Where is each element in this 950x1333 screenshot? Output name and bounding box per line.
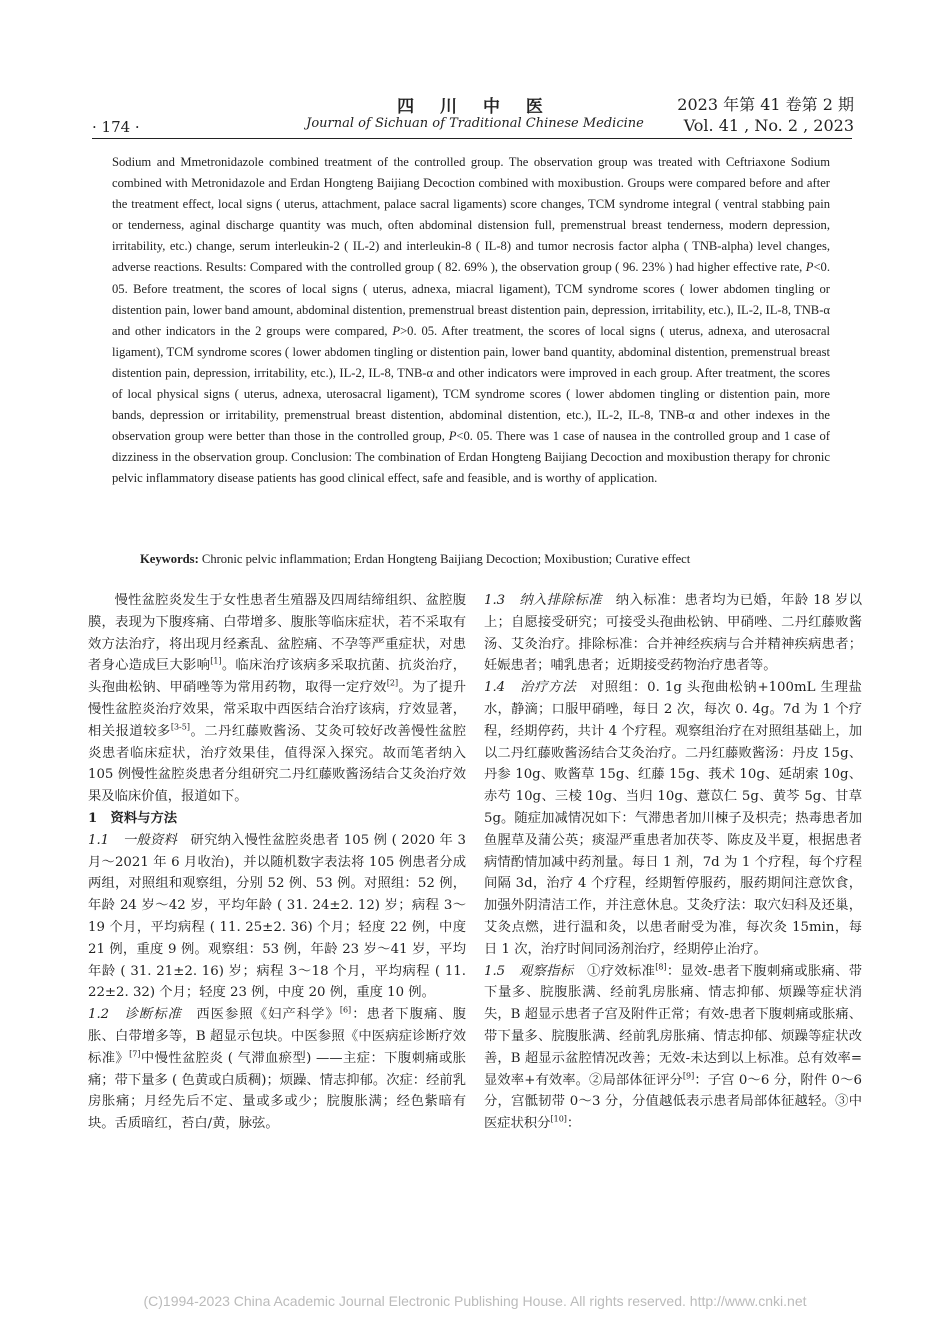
intro-paragraph — [88, 590, 466, 808]
intro-text: 慢性盆腔炎发生于女性患者生殖器及四周结缔组织、盆腔腹膜，表现为下腹疼痛、白带增多、腹胀等临床症状，若不采取有效方法治疗，将出现月经紊乱、盆腔痛、不孕等严重症状，对患者身心造成巨大影响 — [88, 593, 466, 674]
subsection-1-5 — [484, 961, 862, 1135]
subsection-heading: 1.5 观察指标 — [484, 963, 574, 979]
section-heading: 1 资料与方法 — [88, 810, 178, 826]
intro-text: 。为了提升慢性盆腔炎治疗效果，常采取中西医结合治疗该病，疗效显著，相关报道较多 — [88, 680, 467, 739]
subsection-text: ①疗效标准 — [573, 963, 656, 979]
subsection-heading: 1.4 治疗方法 — [484, 680, 577, 696]
left-column — [88, 590, 466, 1135]
subsection-1-2 — [88, 1004, 466, 1135]
subsection-text: ：显效-患者下腹刺痛或胀痛、带下量多、脘腹胀满、经前乳房胀痛、情志抑郁、烦躁等症状消失，B 超显示患者子宫及附件正常；有效-患者下腹刺痛或胀痛、带下量多、脘腹胀满、经前乳房胀痛、情志抑郁、烦躁等症状改善，B 超显示盆腔情况改善；无效-未达到以上标准。总有效率=显效率+有效率。②局部体征评分 — [484, 963, 862, 1088]
citation: [1] — [210, 656, 222, 666]
page-header — [0, 0, 950, 140]
subsection-text: ： — [566, 1116, 581, 1132]
keywords-line — [140, 552, 840, 567]
english-abstract — [112, 152, 830, 490]
keywords-label: Keywords: — [140, 552, 199, 566]
abstract-text: >0. 05. After treatment, the scores of local signs ( uterus, adnexa, and uterosacral ligament), TCM syndrome scores ( lower abdomen tingling or distention pain, lower band quantity, abdominal distention, premenstrual breast distention pain, depression, irritability, etc.), IL-2, IL-8, TNB-α and other indicators were improved in each group. After treatment, the scores of local physical signs ( uterus, adnexa, uterosacral ligament), TCM syndrome scores ( lower abdomen tingling or distention pain, more bands, depression or irritability, premenstrual breast distention, abdominal distention, etc.), IL-2, IL-8, TNB-α and other indexes in the observation group were better than those in the controlled group, — [112, 323, 830, 444]
journal-title-en: Journal of Sichuan of Traditional Chinese Medicine — [306, 116, 644, 131]
subsection-text: 中慢性盆腔炎 ( 气滞血瘀型) ——主症：下腹刺痛或胀痛；带下量多 ( 色黄或白质稠)；烦躁、情志抑郁。次症：经前乳房胀痛；月经先后不定、量或多或少；脘腹胀满；经色紫暗有块。舌质暗红，苔白/黄，脉弦。 — [88, 1050, 467, 1132]
p-symbol: P — [805, 260, 814, 275]
right-column — [484, 590, 862, 1135]
p-symbol: P — [448, 429, 457, 444]
citation: [3-5] — [170, 722, 190, 732]
subsection-text: 西医参照《妇产科学》 — [181, 1007, 340, 1023]
intro-text: 。临床治疗该病多采取抗菌、抗炎治疗，头孢曲松钠、甲硝唑等为常用药物，取得一定疗效 — [88, 658, 466, 696]
citation: [2] — [386, 678, 399, 688]
subsection-heading: 1.3 纳入排除标准 — [484, 593, 603, 608]
intro-text: 。二丹红藤败酱汤、艾灸可较好改善慢性盆腔炎患者临床症状，治疗效果佳，值得深入探究。故而笔者纳入 105 例慢性盆腔炎患者分组研究二丹红藤败酱汤结合艾灸治疗效果及临床价值，报道如下。 — [88, 723, 467, 805]
subsection-heading: 1.2 诊断标准 — [88, 1007, 182, 1023]
journal-title-cn: 四 川 中 医 — [397, 97, 553, 117]
citation: [8] — [655, 962, 667, 972]
citation: [6] — [339, 1005, 352, 1015]
subsection-1-3 — [484, 590, 862, 677]
abstract-text: <0. 05. Before treatment, the scores of local signs ( uterus, adnexa, miacral ligament), TCM syndrome scores ( lower abdomen tingling or distention pain, lower band amount, abdominal distention, premenstrual breast distention pain, depression, irritability, etc.), IL-2, IL-8, TNB-α and other indicators in the 2 groups were compared, — [112, 260, 830, 338]
subsection-text: 研究纳入慢性盆腔炎患者 105 例 ( 2020 年 3 月～2021 年 6 月收治)，并以随机数字表法将 105 例患者分成两组，对照组和观察组，分别 52 例、53 例。对照组：52 例，年龄 24 岁～42 岁，平均年龄 ( 31. 24±2. 12) 岁；病程 3～19 个月，平均病程 ( 11. 25±2. 36) 个月；轻度 22 例，中度 21 例，重度 9 例。观察组：53 例，年龄 23 岁～41 岁，平均年龄 ( 31. 21±2. 16) 岁；病程 3～18 个月，平均病程 ( 11. 22±2. 32) 个月；轻度 23 例，中度 20 例，重度 10 例。 — [88, 832, 466, 1001]
citation: [9] — [682, 1071, 695, 1081]
issue-info-cn: 2023 年第 41 卷第 2 期 — [677, 95, 854, 114]
subsection-text: ：子宫 0～6 分，附件 0～6 分，宫骶韧带 0～3 分，分值越低表示患者局部体征越轻。③中医症状积分 — [484, 1072, 862, 1132]
issue-info-en: Vol. 41 , No. 2 , 2023 — [683, 116, 854, 135]
subsection-heading: 1.1 一般资料 — [88, 832, 178, 848]
abstract-text: <0. 05. There was 1 case of nausea in the controlled group and 1 case of dizziness in the observation group. Conclusion: The combination of Erdan Hongteng Baijiang Decoction and moxibustion therapy for chronic pelvic inflammatory disease patients has good clinical effect, safe and feasible, and is worthy of application. — [112, 429, 830, 486]
citation: [7] — [129, 1049, 141, 1059]
subsection-text: ：患者下腹痛、腹胀、白带增多等，B 超显示包块。中医参照《中医病症诊断疗效标准》 — [88, 1007, 467, 1066]
p-symbol: P — [392, 323, 401, 338]
subsection-text: 纳入标准：患者均为已婚，年龄 18 岁以上；自愿接受研究；可接受头孢曲松钠、甲硝唑、二丹红藤败酱汤、艾灸治疗。排除标准：合并神经疾病与合并精神疾病患者；妊娠患者；哺乳患者；近期接受药物治疗患者等。 — [484, 593, 862, 674]
citation: [10] — [550, 1114, 567, 1124]
subsection-1-4 — [484, 677, 862, 960]
copyright-footer: (C)1994-2023 China Academic Journal Electronic Publishing House. All rights reserved. http://www.cnki.net — [143, 1293, 807, 1309]
subsection-text: 对照组：0. 1g 头孢曲松钠+100mL 生理盐水，静滴；口服甲硝唑，每日 2 次，每次 0. 4g。7d 为 1 个疗程，经期停药，共计 4 个疗程。观察组治疗在对照组基础上，加以二丹红藤败酱汤结合艾灸治疗。二丹红藤败酱汤：丹皮 15g、丹参 10g、败酱草 15g、红藤 15g、莪术 10g、延胡索 10g、赤芍 10g、三棱 10g、当归 10g、薏苡仁 5g、黄芩 5g、甘草 5g。随症加减情况如下：气滞患者加川楝子及枳壳；热毒患者加鱼腥草及蒲公英；痰湿严重患者加茯苓、陈皮及半夏，根据患者病情酌情加减中药剂量。每日 1 剂，7d 为 1 个疗程，每个疗程间隔 3d，治疗 4 个疗程，经期暂停服药，服药期间注意饮食，加强外阴清洁工作，并注意休息。艾灸疗法：取穴妇科及还巢，艾灸点燃，进行温和灸，以患者耐受为准，每次灸 15min，每日 1 次，治疗时间同汤剂治疗，经期停止治疗。 — [484, 680, 862, 957]
subsection-1-1 — [88, 830, 466, 1004]
abstract-text: Sodium and Mmetronidazole combined treatment of the controlled group. The observation group was treated with Ceftriaxone Sodium combined with Metronidazole and Erdan Hongteng Baijiang Decoction combined with moxibustion. Groups were compared before and after the treatment effect, local signs ( uterus, attachment, palace sacral ligaments) score changes, TCM syndrome integral ( ventral stabbing pain or tenderness, aginal discharge quantity was much, often abdominal distension full, premenstrual breast tenderness, modern depression, irritability, etc.) change, serum interleukin-2 ( IL-2) and interleukin-8 ( IL-8) and tumor necrosis factor alpha ( TNB-alpha) level changes, adverse reactions. Results: Compared with the controlled group ( 82. 69% ), the observation group ( 96. 23% ) had higher effective rate, — [112, 155, 830, 275]
page-number: · 174 · — [92, 118, 140, 136]
header-divider — [92, 138, 852, 139]
keywords-text: Chronic pelvic inflammation; Erdan Hongteng Baijiang Decoction; Moxibustion; Curative effect — [198, 552, 691, 566]
